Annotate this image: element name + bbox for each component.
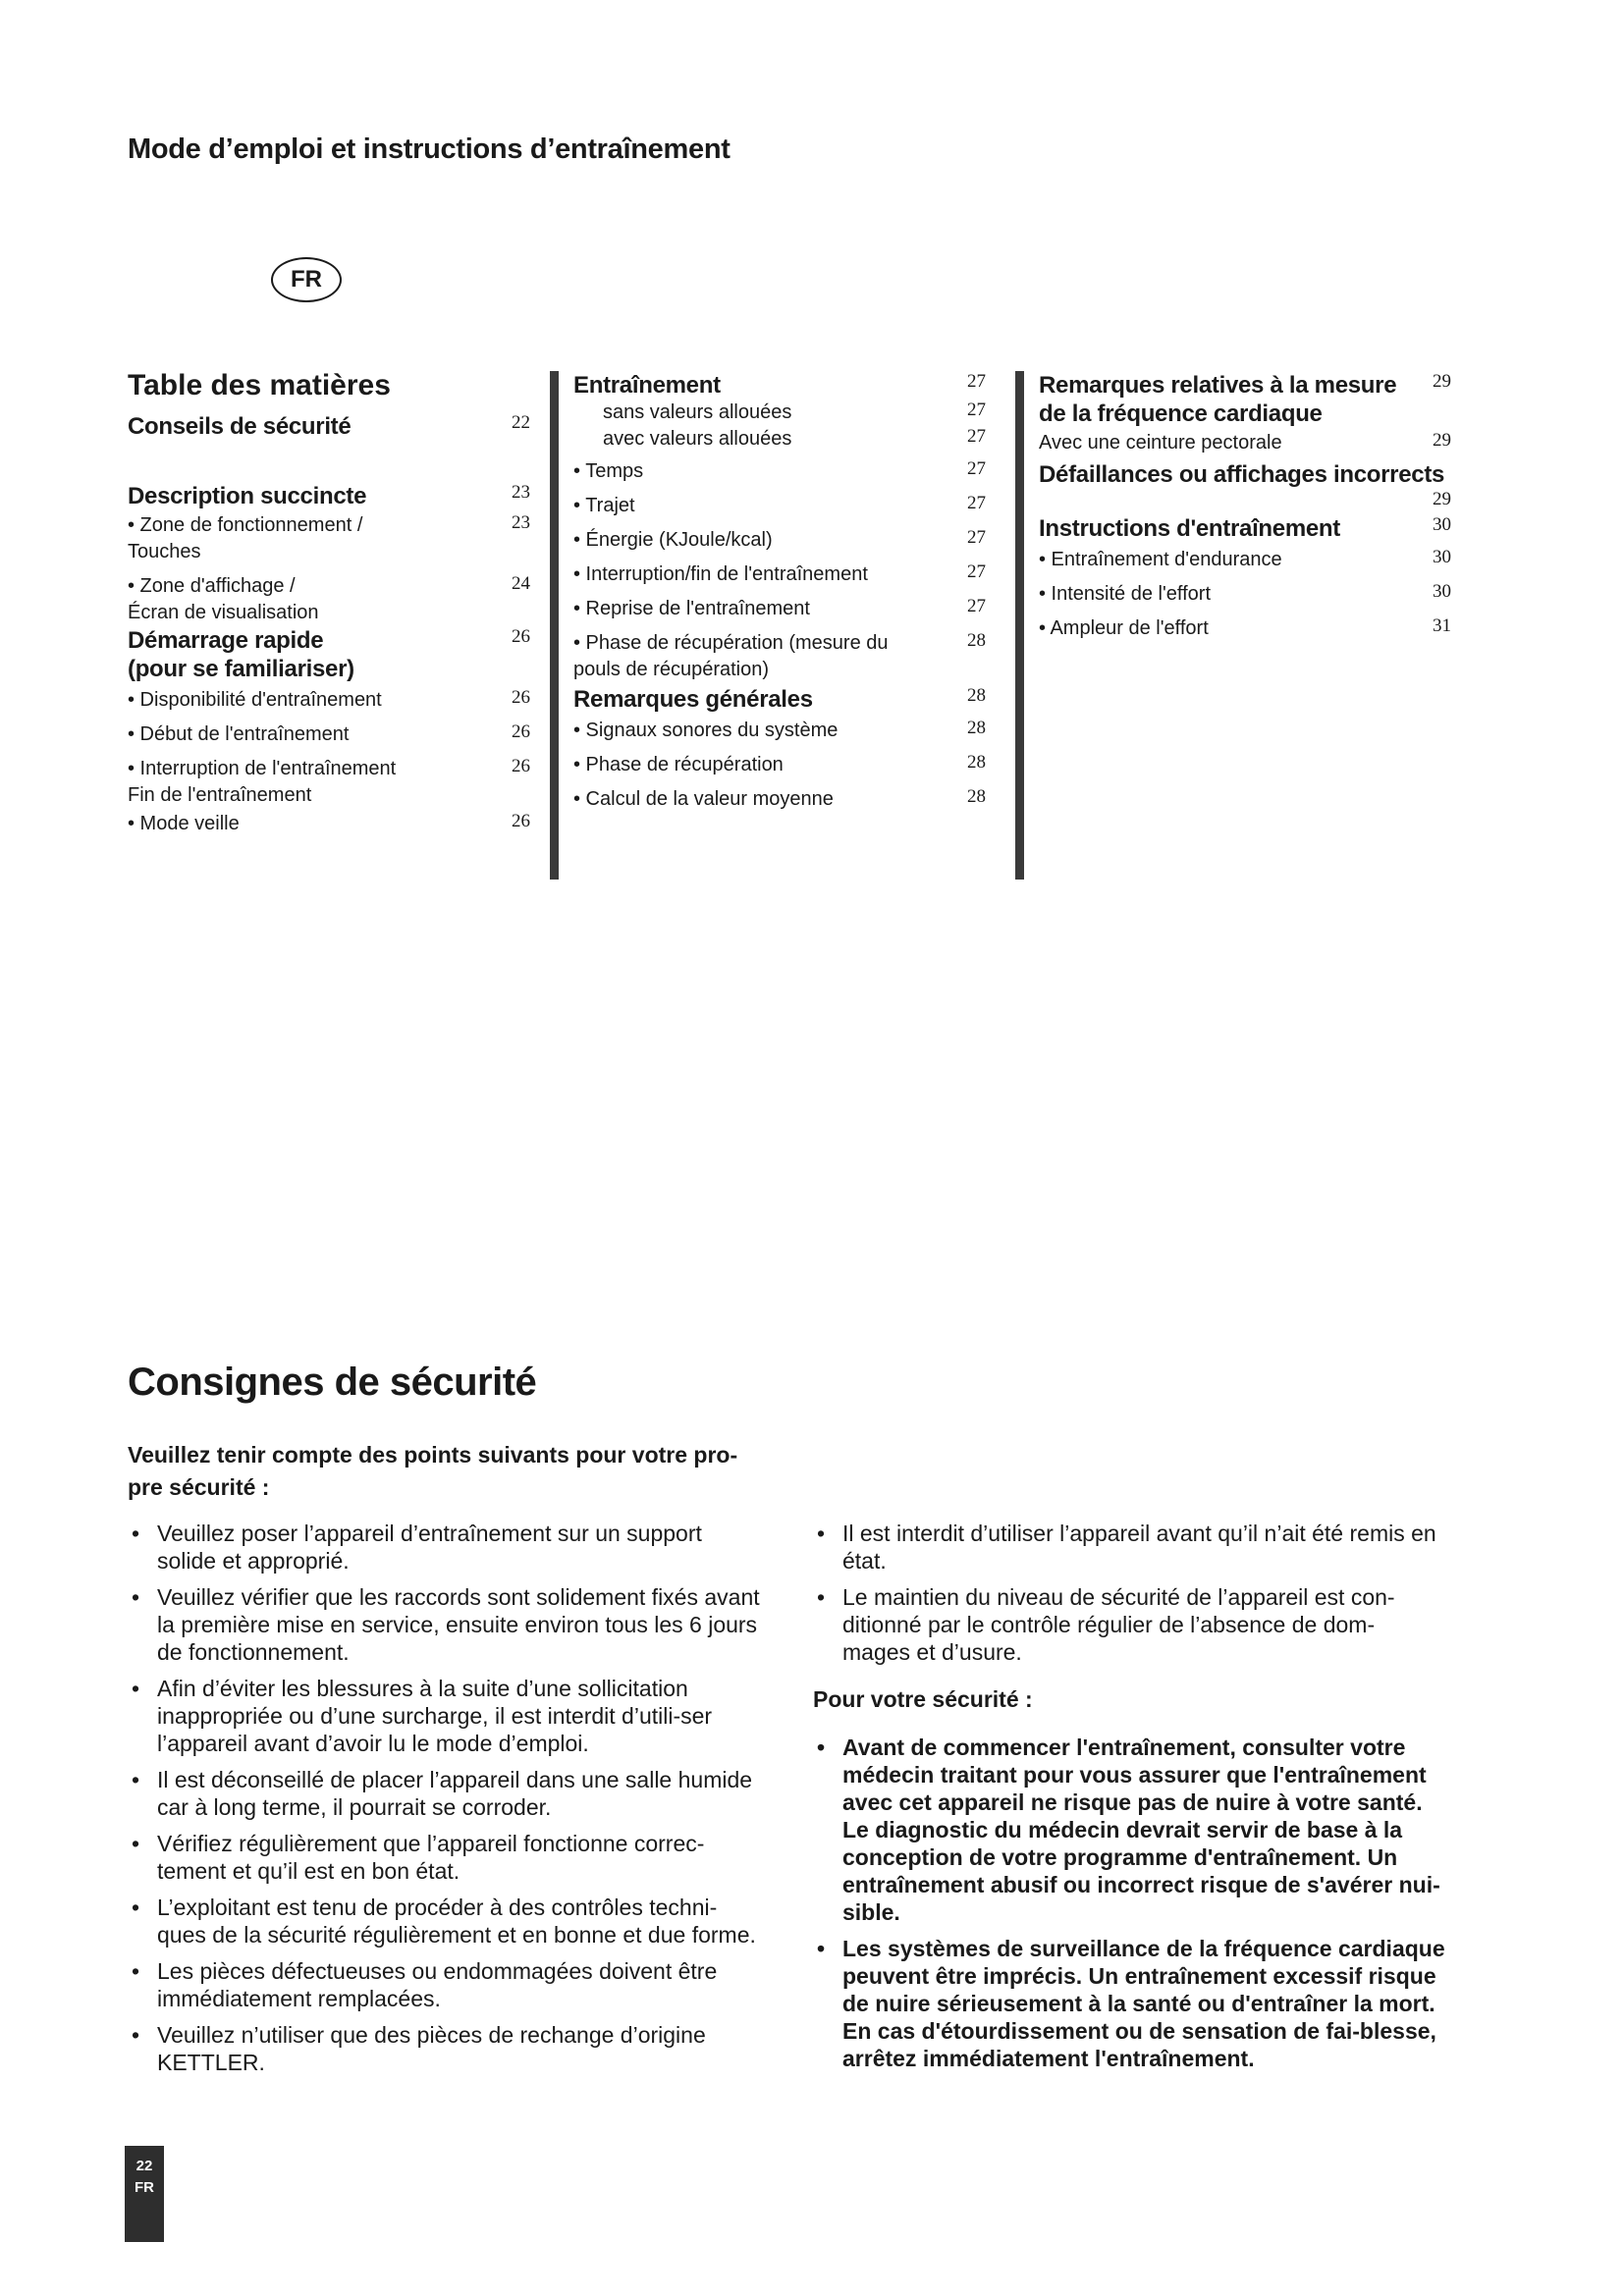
- toc-entry: [128, 573, 530, 626]
- toc-entry-page: 27: [967, 596, 986, 616]
- toc-entry-title: • Temps: [573, 460, 644, 482]
- safety-bullet: [128, 1957, 766, 2012]
- toc-entry: [128, 811, 530, 837]
- toc-entry: [573, 561, 986, 588]
- toc-entry: [1039, 371, 1451, 428]
- safety-warnings-list: [813, 1734, 1451, 2081]
- toc-entry-title: sans valeurs allouées: [603, 401, 792, 423]
- bullet-icon: •: [132, 1958, 140, 1984]
- toc-entry: [1039, 547, 1451, 573]
- toc-entry-page: 26: [512, 626, 530, 647]
- toc-entry-title: Description succincte: [128, 483, 367, 509]
- toc-entry: [573, 493, 986, 519]
- toc-entry-page: 22: [512, 412, 530, 433]
- bullet-icon: •: [132, 1676, 140, 1701]
- toc-entry-page: 29: [1433, 489, 1451, 509]
- toc-entry-title: Démarrage rapide (pour se familiariser): [128, 627, 354, 682]
- language-badge: FR: [271, 257, 342, 302]
- safety-subheading: Pour votre sécurité :: [813, 1686, 1033, 1712]
- toc-entry-title: • Disponibilité d'entraînement: [128, 689, 382, 711]
- toc-entry-title: Avec une ceinture pectorale: [1039, 432, 1282, 454]
- toc-entry-page: 27: [967, 426, 986, 447]
- toc-entry-page: 29: [1433, 371, 1451, 392]
- toc-entry-page: 23: [512, 512, 530, 533]
- bullet-icon: •: [132, 1584, 140, 1610]
- toc-entry-page: 26: [512, 721, 530, 742]
- bullet-icon: •: [132, 1895, 140, 1920]
- bullet-icon: •: [817, 1584, 826, 1610]
- toc-entry-title: Remarques relatives à la mesure de la fréquence cardiaque: [1039, 372, 1397, 427]
- page-language: FR: [135, 2179, 154, 2196]
- toc-entry-title: • Interruption de l'entraînement Fin de l'entraînement: [128, 758, 397, 806]
- bullet-icon: •: [132, 2022, 140, 2048]
- toc-entry-title: • Trajet: [573, 495, 635, 516]
- safety-list-left: [128, 1520, 766, 2085]
- toc-entry-title: • Mode veille: [128, 813, 240, 834]
- toc-entry-title: avec valeurs allouées: [603, 428, 792, 450]
- toc-entry: [573, 718, 986, 744]
- toc-entry-page: 30: [1433, 514, 1451, 535]
- toc-entry: [128, 512, 530, 565]
- safety-bullet: [128, 1830, 766, 1885]
- safety-bullet-text: Le maintien du niveau de sécurité de l’appareil est con-ditionné par le contrôle régulier de l’absence de dom-mages et d’usure.: [842, 1584, 1395, 1665]
- toc-entry: [128, 626, 530, 683]
- toc-entry-title: • Signaux sonores du système: [573, 720, 839, 741]
- safety-heading: Consignes de sécurité: [128, 1361, 537, 1404]
- safety-bullet: [813, 1520, 1441, 1575]
- toc-heading: Table des matières: [128, 369, 391, 401]
- safety-bullet: [813, 1583, 1441, 1666]
- toc-entry-title: Défaillances ou affichages incorrects: [1039, 461, 1445, 488]
- safety-bullet-text: Vérifiez régulièrement que l’appareil fonctionne correc-tement et qu’il est en bon état.: [157, 1831, 705, 1884]
- toc-entry: [1039, 460, 1451, 489]
- safety-bullet-text: Avant de commencer l'entraînement, consulter votre médecin traitant pour vous assurer que l'entraînement avec cet appareil ne risque pas de nuire à votre santé. Le diagnostic du médecin devrait servir de base à la conception de votre programme d'entraînement. Un entraînement abusif ou incorrect risque de s'avérer nui-sible.: [842, 1735, 1440, 1925]
- toc-entry: [128, 756, 530, 809]
- toc-entry: [1039, 615, 1451, 642]
- page-number: 22: [135, 2158, 153, 2174]
- toc-divider: [550, 371, 559, 880]
- toc-entry-title: Remarques générales: [573, 686, 813, 713]
- toc-entry-title: • Début de l'entraînement: [128, 723, 350, 745]
- toc-entry: [1039, 581, 1451, 608]
- toc-entry-page: 31: [1433, 615, 1451, 636]
- safety-bullet-text: Les pièces défectueuses ou endommagées doivent être immédiatement remplacées.: [157, 1958, 718, 2011]
- toc-entry-page: 27: [967, 458, 986, 479]
- toc-entry-title: • Phase de récupération: [573, 754, 784, 775]
- toc-entry-page: 30: [1433, 581, 1451, 602]
- toc-entry-title: • Entraînement d'endurance: [1039, 549, 1282, 570]
- toc-entry-page: 23: [512, 482, 530, 503]
- safety-bullet-text: Veuillez vérifier que les raccords sont solidement fixés avant la première mise en service, ensuite environ tous les 6 jours de fonctionnement.: [157, 1584, 760, 1665]
- toc-entry: [1039, 489, 1451, 510]
- bullet-icon: •: [817, 1521, 826, 1546]
- toc-entry-page: 27: [967, 493, 986, 513]
- toc-entry-title: • Zone d'affichage / Écran de visualisation: [128, 575, 319, 623]
- bullet-icon: •: [132, 1521, 140, 1546]
- safety-bullet: [813, 1935, 1451, 2072]
- toc-entry-title: • Ampleur de l'effort: [1039, 617, 1209, 639]
- toc-entry: [128, 687, 530, 714]
- bullet-icon: •: [132, 1767, 140, 1792]
- safety-bullet: [128, 1675, 766, 1757]
- toc-entry-page: 27: [967, 527, 986, 548]
- toc-divider: [1015, 371, 1024, 880]
- safety-bullet-text: Il est déconseillé de placer l’appareil dans une salle humide car à long terme, il pourrait se corroder.: [157, 1767, 753, 1820]
- toc-column-3: [1039, 371, 1451, 642]
- bullet-icon: •: [817, 1936, 826, 1961]
- toc-entry: [128, 482, 530, 510]
- safety-bullet-text: Afin d’éviter les blessures à la suite d’une sollicitation inappropriée ou d’une surcharge, il est interdit d’utili-ser l’appareil avant d’avoir lu le mode d’emploi.: [157, 1676, 713, 1756]
- safety-bullet-text: L’exploitant est tenu de procéder à des contrôles techni-ques de la sécurité régulièrement et en bonne et due forme.: [157, 1895, 756, 1948]
- toc-entry-title: • Phase de récupération (mesure du pouls de récupération): [573, 632, 889, 680]
- toc-entry: [128, 412, 530, 441]
- page-number-tab: [125, 2146, 164, 2242]
- toc-entry: [573, 752, 986, 778]
- toc-entry: [573, 596, 986, 622]
- safety-bullet: [813, 1734, 1451, 1926]
- toc-entry: [573, 458, 986, 485]
- toc-entry: [128, 721, 530, 748]
- document-title: Mode d’emploi et instructions d’entraînement: [128, 133, 731, 165]
- toc-entry: [573, 426, 986, 453]
- toc-entry-title: • Calcul de la valeur moyenne: [573, 788, 834, 810]
- toc-entry-page: 26: [512, 811, 530, 831]
- toc-entry-page: 27: [967, 371, 986, 392]
- toc-column-2: [573, 371, 986, 813]
- bullet-icon: •: [132, 1831, 140, 1856]
- toc-entry: [573, 630, 986, 683]
- safety-bullet: [128, 1520, 766, 1575]
- toc-entry: [1039, 514, 1451, 543]
- safety-bullet: [128, 1583, 766, 1666]
- toc-entry-title: Instructions d'entraînement: [1039, 515, 1340, 542]
- toc-entry: [573, 527, 986, 554]
- toc-column-1: [128, 412, 530, 837]
- safety-intro: Veuillez tenir compte des points suivants pour votre pro- pre sécurité :: [128, 1442, 738, 1500]
- safety-bullet-text: Veuillez n’utiliser que des pièces de rechange d’origine KETTLER.: [157, 2022, 706, 2075]
- toc-entry: [1039, 430, 1451, 456]
- toc-entry-page: 28: [967, 630, 986, 651]
- toc-entry-page: 27: [967, 400, 986, 420]
- toc-entry-title: • Intensité de l'effort: [1039, 583, 1211, 605]
- toc-entry-title: • Zone de fonctionnement / Touches: [128, 514, 363, 562]
- toc-entry: [573, 786, 986, 813]
- toc-entry-title: Entraînement: [573, 372, 721, 399]
- toc-entry-title: • Énergie (KJoule/kcal): [573, 529, 773, 551]
- safety-bullet: [128, 1894, 766, 1949]
- safety-bullet: [128, 1766, 766, 1821]
- safety-bullet-text: Il est interdit d’utiliser l’appareil avant qu’il n’ait été remis en état.: [842, 1521, 1436, 1574]
- toc-entry-title: • Reprise de l'entraînement: [573, 598, 810, 619]
- toc-entry-page: 30: [1433, 547, 1451, 567]
- toc-entry-page: 26: [512, 756, 530, 776]
- toc-entry-page: 28: [967, 685, 986, 706]
- toc-entry: [573, 371, 986, 400]
- toc-entry-title: • Interruption/fin de l'entraînement: [573, 563, 868, 585]
- toc-entry-title: Conseils de sécurité: [128, 413, 352, 440]
- toc-entry-page: 26: [512, 687, 530, 708]
- toc-entry-page: 27: [967, 561, 986, 582]
- safety-bullet-text: Veuillez poser l’appareil d’entraînement sur un support solide et approprié.: [157, 1521, 702, 1574]
- toc-entry-page: 29: [1433, 430, 1451, 451]
- safety-list-right: [813, 1520, 1441, 1675]
- toc-entry-page: 28: [967, 786, 986, 807]
- toc-entry-page: 28: [967, 752, 986, 773]
- toc-entry: [573, 400, 986, 426]
- bullet-icon: •: [817, 1735, 826, 1760]
- toc-entry-page: 24: [512, 573, 530, 594]
- toc-entry-page: 28: [967, 718, 986, 738]
- safety-bullet-text: Les systèmes de surveillance de la fréquence cardiaque peuvent être imprécis. Un entraînement excessif risque de nuire sérieusement à la santé ou d'entraîner la mort. En cas d'étourdissement ou de sensation de fai-blesse, arrêtez immédiatement l'entraînement.: [842, 1936, 1445, 2071]
- safety-bullet: [128, 2021, 766, 2076]
- toc-entry: [573, 685, 986, 714]
